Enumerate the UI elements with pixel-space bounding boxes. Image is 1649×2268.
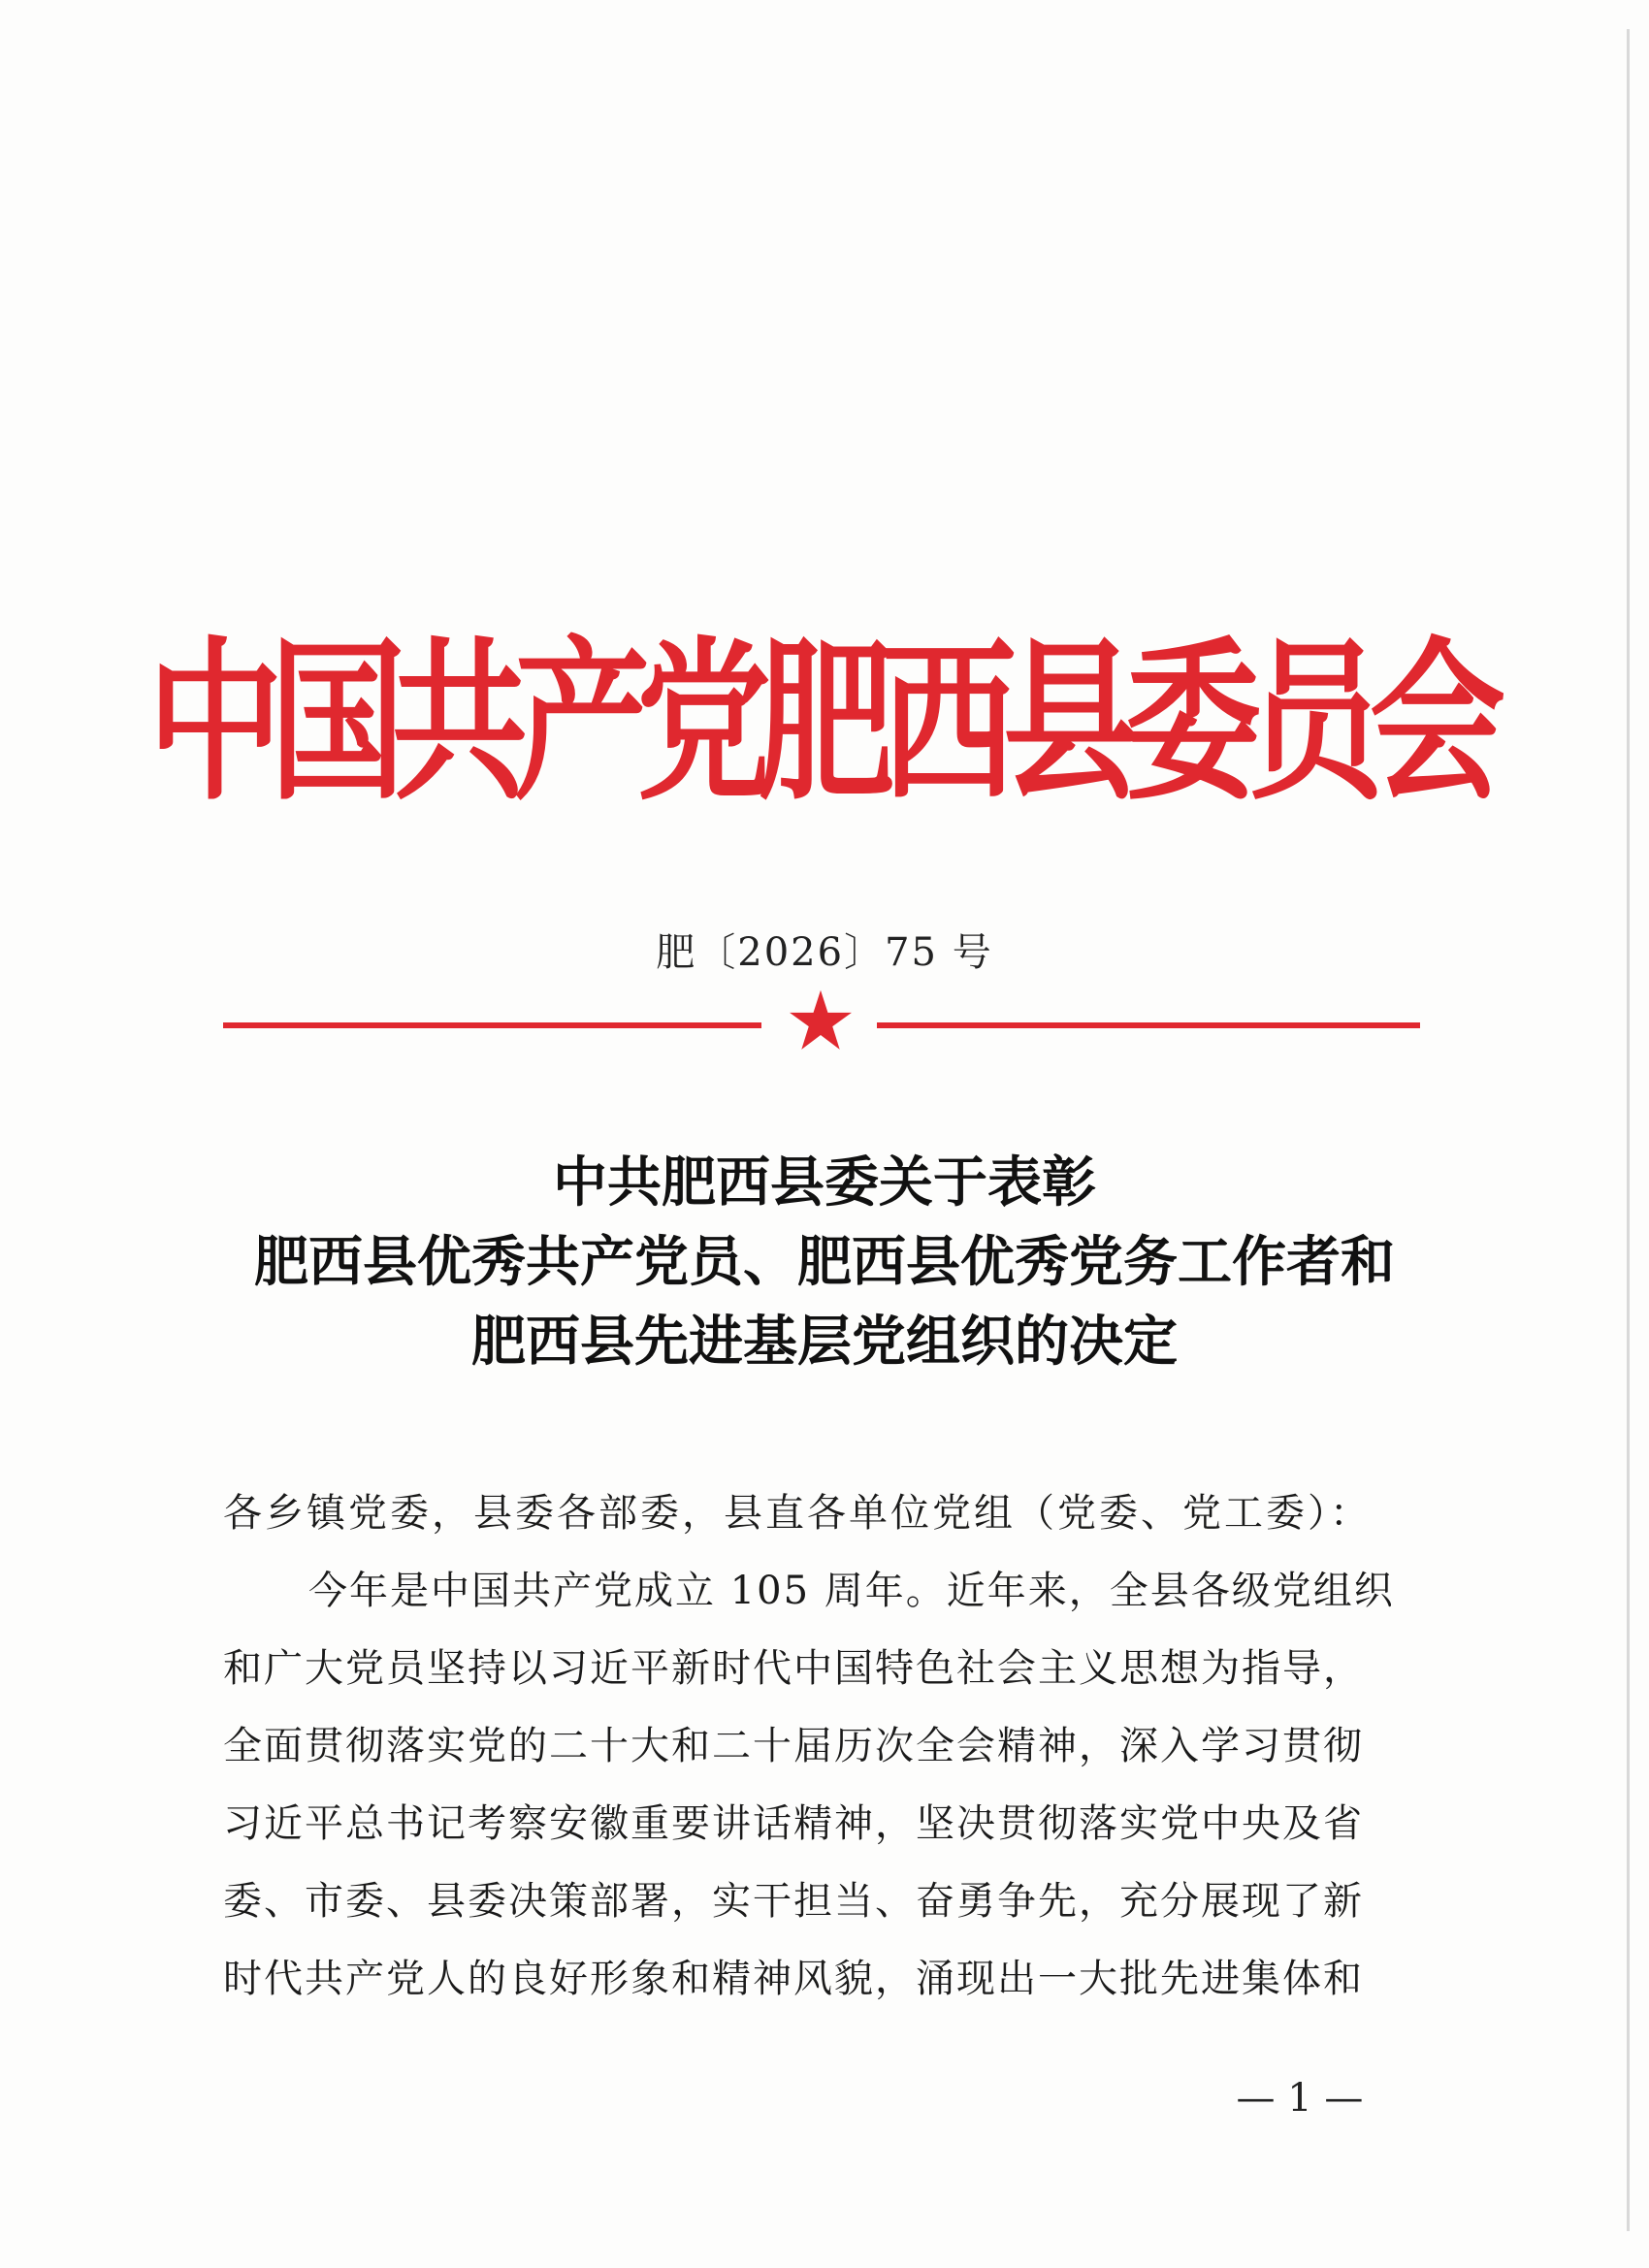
star-icon (788, 988, 854, 1053)
paragraph-line: 和广大党员坚持以习近平新时代中国特色社会主义思想为指导， (223, 1646, 1364, 1691)
title-line-2: 肥西县优秀共产党员、肥西县优秀党务工作者和 (254, 1230, 1395, 1294)
title-line-1: 中共肥西县委关于表彰 (553, 1150, 1096, 1215)
paragraph-line: 今年是中国共产党成立 105 周年。近年来，全县各级党组织 (308, 1569, 1395, 1613)
red-divider-right (877, 1022, 1420, 1028)
title-line-3: 肥西县先进基层党组织的决定 (471, 1310, 1178, 1374)
document-number: 肥〔2026〕75 号 (656, 930, 993, 975)
paragraph-line: 全面贯彻落实党的二十大和二十届历次全会精神，深入学习贯彻 (223, 1724, 1364, 1768)
paragraph-line: 时代共产党人的良好形象和精神风貌，涌现出一大批先进集体和 (223, 1957, 1364, 2001)
masthead-title: 中国共产党肥西县委员会 (147, 622, 1493, 825)
document-body (223, 1474, 1426, 2018)
paragraph-line: 习近平总书记考察安徽重要讲话精神，坚决贯彻落实党中央及省 (223, 1801, 1364, 1846)
document-title (146, 1143, 1504, 1381)
addressee-line: 各乡镇党委，县委各部委，县直各单位党组（党委、党工委）： (223, 1491, 1372, 1536)
red-divider-left (223, 1022, 761, 1028)
page-number: — 1 — (1236, 2076, 1364, 2121)
scan-edge-line (1627, 29, 1630, 2231)
paragraph-line: 委、市委、县委决策部署，实干担当、奋勇争先，充分展现了新 (223, 1879, 1364, 1924)
